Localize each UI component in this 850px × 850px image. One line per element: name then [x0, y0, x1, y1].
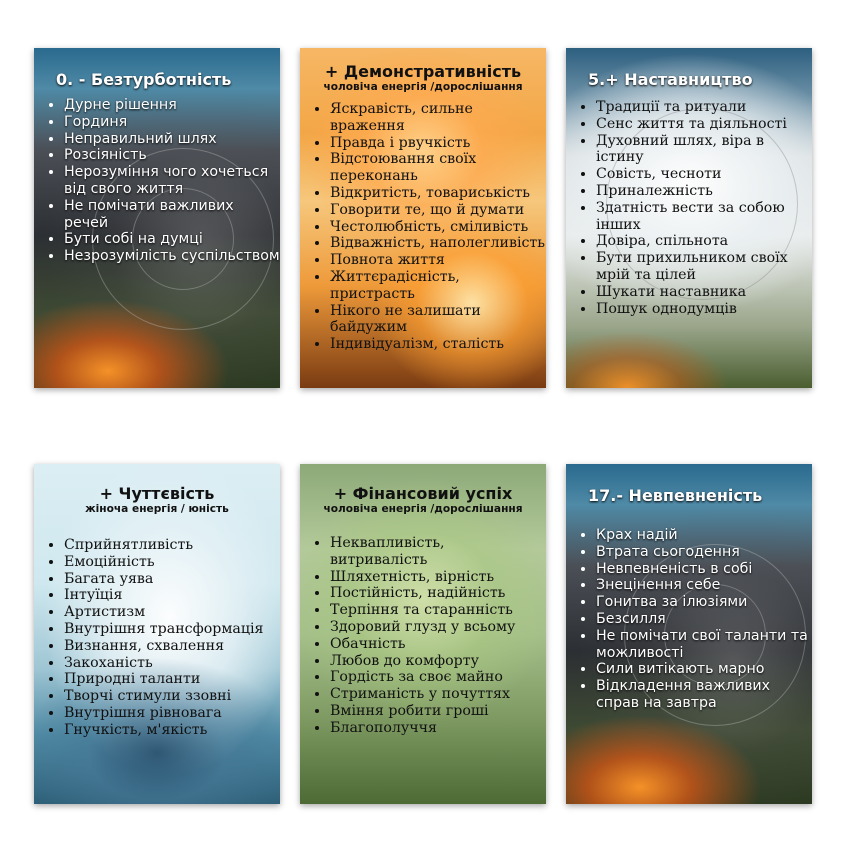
list-item: • Закоханість — [64, 655, 280, 672]
list-item: • Честолюбність, сміливість — [330, 219, 546, 236]
list-item: • Постійність, надійність — [330, 585, 546, 602]
list-item: • Артистизм — [64, 604, 280, 621]
list-item: • Терпіння та старанність — [330, 602, 546, 619]
card-bezturbotnist — [34, 48, 280, 388]
list-item: • Неквапливість, витривалість — [330, 535, 546, 569]
card-finansovyi-uspikh — [300, 464, 546, 804]
card-chuttievist — [34, 464, 280, 804]
list-item: • Повнота життя — [330, 252, 546, 269]
list-item: • Пошук однодумців — [596, 301, 812, 318]
list-item: • Говорити те, що й думати — [330, 202, 546, 219]
list-item: • Розсіяність — [64, 147, 280, 164]
list-item: • Крах надій — [596, 527, 812, 544]
card-subtitle: чоловіча енергія /дорослішання — [323, 81, 523, 93]
list-item: • Внутрішня рівновага — [64, 705, 280, 722]
list-item: • Здоровий глузд у всьому — [330, 619, 546, 636]
list-item: • Обачність — [330, 636, 546, 653]
list-item: • Невпевненість в собі — [596, 561, 812, 578]
card-list — [300, 535, 546, 737]
list-item: • Гордість за своє майно — [330, 669, 546, 686]
list-item: • Довіра, спільнота — [596, 233, 812, 250]
list-item: • Сили витікають марно — [596, 661, 812, 678]
list-item: • Творчі стимули ззовні — [64, 688, 280, 705]
list-item: • Знецінення себе — [596, 577, 812, 594]
card-title: 5.+ Наставництво — [588, 70, 753, 89]
list-item: • Здатність вести за собою інших — [596, 200, 812, 234]
list-item: • Неправильний шлях — [64, 131, 280, 148]
list-item: • Традиції та ритуали — [596, 99, 812, 116]
list-item: • Любов до комфорту — [330, 653, 546, 670]
list-item: • Духовний шлях, віра в істину — [596, 133, 812, 167]
list-item: • Бути собі на думці — [64, 231, 280, 248]
list-item: • Емоційність — [64, 554, 280, 571]
list-item: • Нерозуміння чого хочеться від свого життя — [64, 164, 280, 198]
list-item: • Внутрішня трансформація — [64, 621, 280, 638]
list-item: • Багата уява — [64, 571, 280, 588]
list-item: • Відкладення важливих справ на завтра — [596, 678, 812, 712]
list-item: • Вміння робити гроші — [330, 703, 546, 720]
card-demonstratyvnist — [300, 48, 546, 388]
list-item: • Визнання, схвалення — [64, 638, 280, 655]
list-item: • Нікого не залишати байдужим — [330, 303, 546, 337]
list-item: • Яскравість, сильне враження — [330, 101, 546, 135]
list-item: • Дурне рішення — [64, 97, 280, 114]
card-list — [300, 101, 546, 353]
list-item: • Совість, чесноти — [596, 166, 812, 183]
list-item: • Не помічати важливих речей — [64, 198, 280, 232]
card-title: + Демонстративність — [324, 62, 522, 81]
list-item: • Не помічати свої таланти та можливості — [596, 628, 812, 662]
card-list — [34, 97, 280, 265]
list-item: • Життєрадісність, пристрасть — [330, 269, 546, 303]
list-item: • Природні таланти — [64, 671, 280, 688]
card-title: + Фінансовий успіх — [333, 484, 513, 503]
list-item: • Індивідуалізм, сталість — [330, 336, 546, 353]
list-item: • Благополуччя — [330, 720, 546, 737]
list-item: • Сенс життя та діяльності — [596, 116, 812, 133]
list-item: • Сприйнятливість — [64, 537, 280, 554]
list-item: • Відкритість, товариськість — [330, 185, 546, 202]
list-item: • Гординя — [64, 114, 280, 131]
card-nevpevnenist — [566, 464, 812, 804]
list-item: • Правда і рвучкість — [330, 135, 546, 152]
list-item: • Приналежність — [596, 183, 812, 200]
card-nastavnytstvo — [566, 48, 812, 388]
card-title: + Чуттєвість — [99, 484, 215, 503]
list-item: • Відважність, наполегливість — [330, 235, 546, 252]
list-item: • Гнучкість, м'якість — [64, 722, 280, 739]
list-item: • Стриманість у почуттях — [330, 686, 546, 703]
list-item: • Втрата сьогодення — [596, 544, 812, 561]
list-item: • Інтуїція — [64, 587, 280, 604]
list-item: • Незрозумілість суспільством — [64, 248, 280, 265]
card-subtitle: чоловіча енергія /дорослішання — [323, 503, 523, 515]
card-title: 0. - Безтурботність — [56, 70, 232, 89]
list-item: • Шукати наставника — [596, 284, 812, 301]
card-subtitle: жіноча енергія / юність — [85, 503, 229, 515]
card-list — [34, 537, 280, 739]
card-title: 17.- Невпевненість — [588, 486, 763, 505]
card-list — [566, 527, 812, 712]
list-item: • Бути прихильником своїх мрій та цілей — [596, 250, 812, 284]
list-item: • Гонитва за ілюзіями — [596, 594, 812, 611]
card-list — [566, 99, 812, 317]
list-item: • Шляхетність, вірність — [330, 569, 546, 586]
list-item: • Відстоювання своїх переконань — [330, 151, 546, 185]
list-item: • Безсилля — [596, 611, 812, 628]
